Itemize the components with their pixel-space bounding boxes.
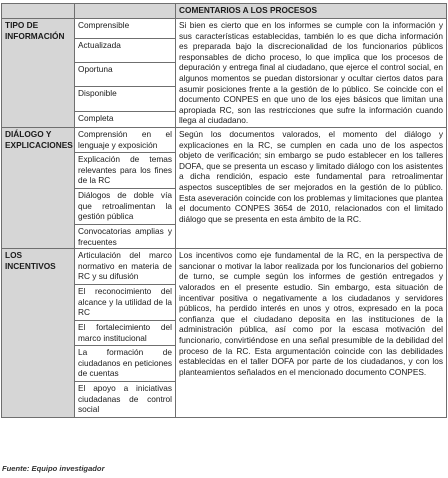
item-cell: Oportuna (75, 63, 176, 87)
item-cell: Disponible (75, 87, 176, 112)
item-cell: Actualizada (75, 39, 176, 63)
table-row (2, 249, 447, 285)
comment-text: Si bien es cierto que en los informes se cumple con la información y sus características establecidas, también lo es que dicha información es preparada bajo la discrecionalidad de los funcionarios públicos responsables de dicho proceso, lo que implica que los procesos de depuración y entrega final al ciudadano, que ejerce el control social, en algunos momentos se puedan distorsionar y ocultar ciertos datos para asumir posiciones frente a la gestión de lo público. Se coincide con el documento CONPES en que uno de los ejes básicos que limitan una apropiada RC, son las restricciones que sufre la información cuando llega al ciudadano. (179, 20, 443, 126)
item-cell: Comprensión en el lenguaje y exposición (75, 128, 176, 153)
item-cell: Comprensible (75, 19, 176, 39)
item-cell: La formación de ciudadanos en peticiones de cuentas (75, 346, 176, 382)
category-tipo-informacion: TIPO DE INFORMACIÓN (2, 19, 75, 128)
comment-text: Según los documentos valorados, el momento del diálogo y explicaciones en la RC, se cumplen en cada uno de los aspectos objeto de verificación; sin embargo se pudo establecer en los talleres DOFA, que se presenta un escaso y limitado diálogo con los asistentes a dicha rendición, espacio este fundamental para retroalimentar aspectos susceptibles de ser mejorados en la gestión de lo público. Esta aseveración coincide con los problemas y limitaciones que plantea el documento CONPES 3654 de 2010, relacionados con el limitado diálogo que se presenta en esta ámbito de la RC. (179, 129, 443, 224)
item-cell: El reconocimiento del alcance y la utilidad de la RC (75, 285, 176, 321)
item-cell: El apoyo a iniciativas ciudadanas de control social (75, 382, 176, 418)
table-row (2, 128, 447, 153)
table-header-row (2, 4, 447, 19)
comment-tipo-informacion (176, 19, 447, 128)
item-cell: El fortalecimiento del marco institucional (75, 321, 176, 346)
table-row (2, 19, 447, 39)
item-cell: Explicación de temas relevantes para los fines de la RC (75, 153, 176, 189)
item-cell: Completa (75, 112, 176, 128)
header-cell-item (75, 4, 176, 19)
header-cell-category (2, 4, 75, 19)
comment-dialogo-explicaciones (176, 128, 447, 249)
item-cell: Convocatorias amplias y frecuentes (75, 225, 176, 249)
item-cell: Articulación del marco normativo en materia de RC y su difusión (75, 249, 176, 285)
header-cell-comments: COMENTARIOS A LOS PROCESOS (176, 4, 447, 19)
comment-incentivos (176, 249, 447, 418)
source-note: Fuente: Equipo investigador (2, 464, 105, 473)
comment-text: Los incentivos como eje fundamental de la RC, en la perspectiva de sancionar o motivar la labor realizada por los funcionarios del gobierno de turno, se cumple según los informes de gestión entregados y valorados en el presente estudio. Sin embargo, esta situación de incentivar positiva o negativamente a los ciudadanos y servidores públicos, ha perdido interés en unos y otros, expresado en la poca confianza que el ciudadano deposita en las instituciones de la administración pública, así como por la escasa motivación del funcionario, convirtiéndose en una señal presumible de la debilidad del proceso de la RC. Esta argumentación coincide con las debilidades establecidas en el taller DOFA por parte de los ciudadanos, y con los planteamientos señalados en el mencionado documento CONPES. (179, 250, 443, 377)
category-incentivos: LOS INCENTIVOS (2, 249, 75, 418)
process-comments-table (1, 3, 447, 418)
item-cell: Diálogos de doble vía que retroalimentan la gestión pública (75, 189, 176, 225)
category-dialogo-explicaciones: DIÁLOGO Y EXPLICACIONES (2, 128, 75, 249)
